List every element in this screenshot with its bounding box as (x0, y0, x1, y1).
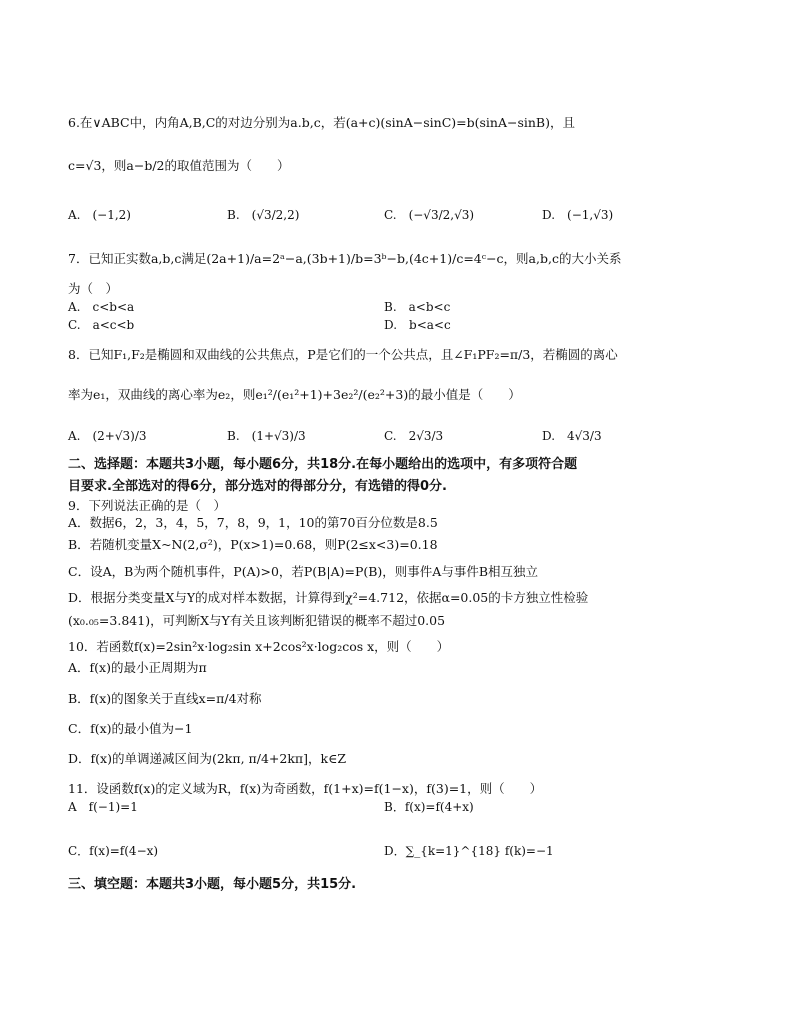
q8-option-a: A. (2+√3)/3 (68, 429, 147, 443)
q7-option-a: A. c<b<a (68, 300, 135, 314)
q7-stem-line1: 7．已知正实数a,b,c满足(2a+1)/a=2ᵃ−a,(3b+1)/b=3ᵇ−b,(4c+1)/c=4ᶜ−c，则a,b,c的大小关系 (68, 251, 622, 266)
q6-option-c: C. (−√3/2,√3) (384, 208, 475, 222)
q11-option-d: D．∑_{k=1}^{18} f(k)=−1 (384, 844, 554, 858)
q11-option-c: C．f(x)=f(4−x) (68, 844, 159, 858)
section-2-heading-line2: 目要求.全部选对的得6分，部分选对的得部分分，有选错的得0分. (68, 479, 447, 494)
section-2-heading-line1: 二、选择题：本题共3小题，每小题6分，共18分.在每小题给出的选项中，有多项符合题 (68, 457, 578, 472)
q11-option-a: A f(−1)=1 (68, 800, 138, 814)
q6-stem-line2: c=√3，则a−b/2的取值范围为（ ） (68, 158, 290, 173)
q10-option-a: A．f(x)的最小正周期为π (68, 660, 207, 675)
section-3-heading: 三、填空题：本题共3小题，每小题5分，共15分. (68, 877, 357, 892)
q10-option-d: D．f(x)的单调递减区间为(2kπ, π/4+2kπ]，k∈Z (68, 751, 347, 766)
q8-option-b: B. (1+√3)/3 (227, 429, 306, 443)
q6-option-d: D. (−1,√3) (542, 208, 614, 222)
q9-option-d-line1: D．根据分类变量X与Y的成对样本数据，计算得到χ²=4.712，依据α=0.05的卡方独立性检验 (68, 590, 589, 605)
q9-option-c: C．设A，B为两个随机事件，P(A)>0，若P(B|A)=P(B)，则事件A与事件B相互独立 (68, 564, 539, 579)
q9-option-d-line2: (x₀.₀₅=3.841)，可判断X与Y有关且该判断犯错误的概率不超过0.05 (68, 613, 446, 628)
q8-stem-line2: 率为e₁，双曲线的离心率为e₂，则e₁²/(e₁²+1)+3e₂²/(e₂²+3)的最小值是（ ） (68, 387, 521, 402)
q8-option-c: C. 2√3/3 (384, 429, 444, 443)
q7-stem-line2: 为（ ） (68, 281, 119, 296)
q7-option-c: C. a<c<b (68, 318, 135, 332)
q6-option-b: B. (√3/2,2) (227, 208, 300, 222)
q7-option-b: B. a<b<c (384, 300, 451, 314)
q9-stem: 9．下列说法正确的是（ ） (68, 498, 226, 513)
q9-option-b: B．若随机变量X~N(2,σ²)，P(x>1)=0.68，则P(2≤x<3)=0.18 (68, 537, 438, 552)
q7-option-d: D. b<a<c (384, 318, 451, 332)
q9-option-a: A．数据6，2，3，4，5，7，8，9，1，10的第70百分位数是8.5 (68, 515, 438, 530)
q6-option-a: A. (−1,2) (68, 208, 131, 222)
q10-option-b: B．f(x)的图象关于直线x=π/4对称 (68, 691, 262, 706)
q8-option-d: D. 4√3/3 (542, 429, 602, 443)
q10-option-c: C．f(x)的最小值为−1 (68, 721, 193, 736)
q8-stem-line1: 8．已知F₁,F₂是椭圆和双曲线的公共焦点，P是它们的一个公共点，且∠F₁PF₂=π/3，若椭圆的离心 (68, 347, 618, 362)
q11-stem: 11．设函数f(x)的定义域为R，f(x)为奇函数，f(1+x)=f(1−x)，f(3)=1，则（ ） (68, 781, 543, 796)
q6-stem-line1: 6.在∨ABC中，内角A,B,C的对边分别为a.b,c，若(a+c)(sinA−sinC)=b(sinA−sinB)，且 (68, 115, 575, 130)
q10-stem: 10．若函数f(x)=2sin²x·log₂sin x+2cos²x·log₂cos x，则（ ） (68, 639, 450, 654)
q11-option-b: B．f(x)=f(4+x) (384, 800, 474, 814)
